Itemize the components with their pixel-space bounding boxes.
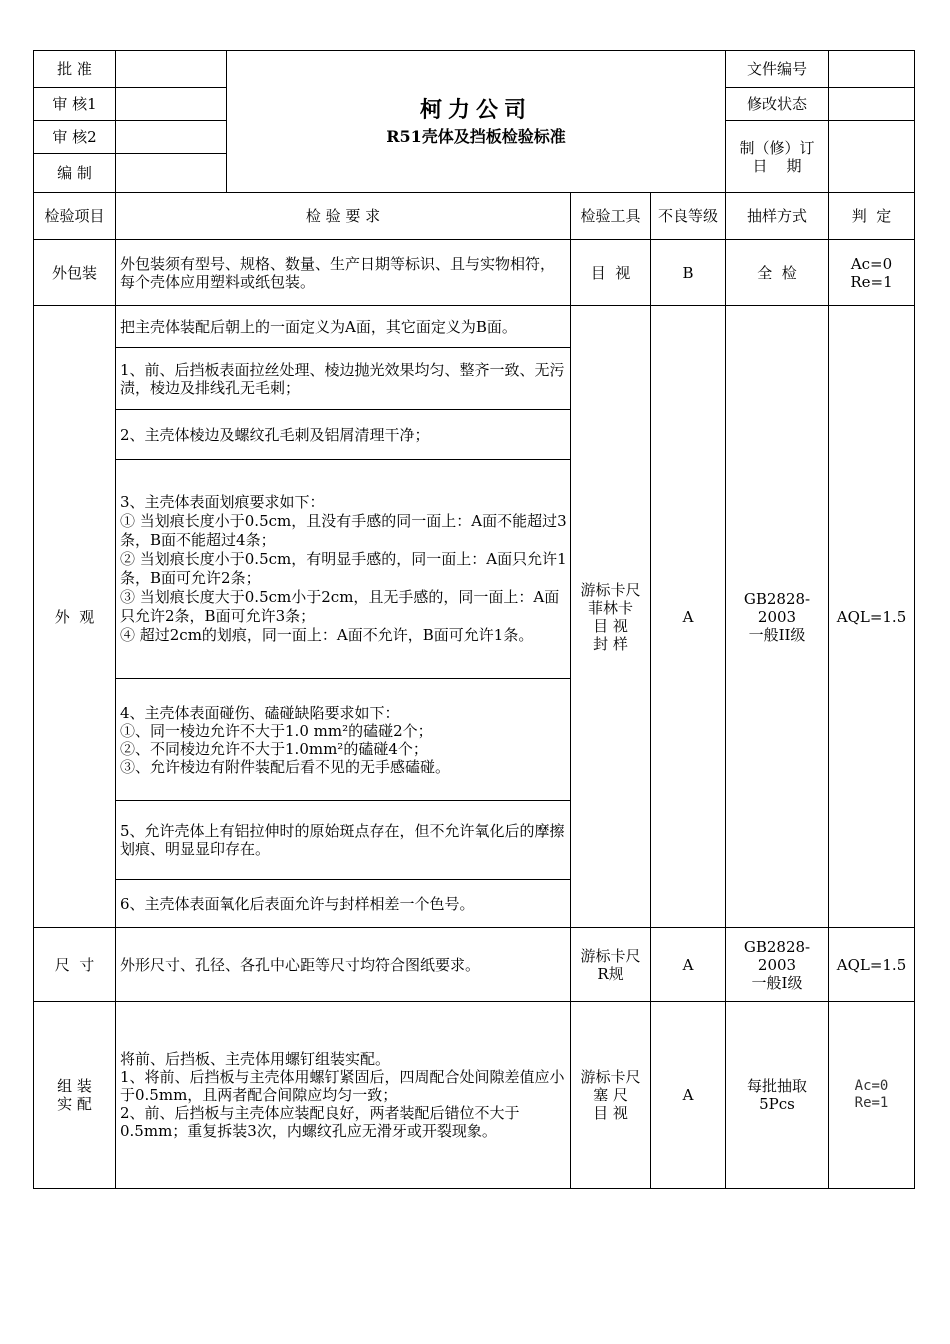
col-header-defect: 不良等级 bbox=[657, 207, 718, 225]
assembly-defect: A bbox=[682, 1086, 694, 1104]
hdr-vline-1 bbox=[115, 50, 116, 192]
dimension-item: 尺 寸 bbox=[54, 955, 95, 974]
appearance-tool: 游标卡尺 菲林卡 目 视 封 样 bbox=[580, 580, 641, 653]
appearance-item: 外 观 bbox=[54, 607, 95, 626]
review2-label: 审 核2 bbox=[52, 128, 97, 146]
approve-label: 批 准 bbox=[57, 60, 92, 78]
assembly-sampling: 每批抽取 5Pcs bbox=[746, 1077, 807, 1113]
col-header-requirement: 检 验 要 求 bbox=[305, 207, 381, 225]
dimension-defect: A bbox=[682, 955, 694, 974]
date-label bbox=[726, 121, 828, 192]
assembly-judge: Ac=0 Re=1 bbox=[854, 1078, 889, 1111]
assembly-tool: 游标卡尺 塞 尺 目 视 bbox=[580, 1068, 641, 1122]
date-label-line1: 制（修）订 bbox=[739, 138, 815, 157]
assembly-requirement: 将前、后挡板、主壳体用螺钉组装实配。 1、将前、后挡板与主壳体用螺钉紧固后，四周配合处间隙差值应小于0.5mm，且两者配合间隙应均匀一致； 2、前、后挡板与主壳体应装配良好，两者装配后错位不大于0.5mm；重复拆装3次，内螺纹孔应无滑牙或开裂现象。 bbox=[120, 1050, 565, 1140]
doc-no-label: 文件编号 bbox=[746, 60, 807, 78]
appearance-requirement-2: 2、主壳体棱边及螺纹孔毛刺及铝屑清理干净； bbox=[120, 425, 430, 444]
col-header-item: 检验项目 bbox=[44, 207, 105, 225]
appearance-requirement-3: 3、主壳体表面划痕要求如下： ① 当划痕长度小于0.5cm，且没有手感的同一面上：A面不能超过3条，B面不能超过4条； ② 当划痕长度小于0.5cm，有明显手感的，同一面上：A面只允许1条，B面可允许2条； ③ 当划痕长度大于0.5cm小于2cm，且无手感的，同一面上：A面只允许2条，B面可允许3条； ④ 超过2cm的划痕，同一面上：A面不允许，B面可允许1条。 bbox=[120, 493, 567, 644]
company-name: 柯力公司 bbox=[419, 96, 532, 123]
date-label-line2: 日 期 bbox=[752, 156, 802, 175]
packaging-sampling: 全 检 bbox=[757, 263, 797, 282]
review1-label: 审 核1 bbox=[52, 95, 97, 113]
appearance-sampling: GB2828-2003 一般II级 bbox=[743, 589, 811, 644]
packaging-item: 外包装 bbox=[51, 263, 97, 282]
appearance-requirement-5: 5、允许壳体上有铝拉伸时的原始斑点存在，但不允许氧化后的摩擦划痕、明显显印存在。 bbox=[120, 822, 565, 858]
dimension-tool: 游标卡尺 R规 bbox=[580, 946, 641, 983]
packaging-tool: 目 视 bbox=[590, 263, 631, 282]
packaging-judge: Ac=0 Re=1 bbox=[850, 254, 893, 291]
dimension-requirement: 外形尺寸、孔径、各孔中心距等尺寸均符合图纸要求。 bbox=[120, 955, 481, 974]
document-title-block bbox=[227, 51, 725, 192]
document-title: R51壳体及挡板检验标准 bbox=[386, 126, 566, 146]
dimension-sampling: GB2828-2003 一般Ⅰ级 bbox=[743, 937, 811, 992]
compile-label: 编 制 bbox=[57, 164, 92, 182]
frame-bottom bbox=[33, 1188, 915, 1189]
hdr-vline-4 bbox=[828, 50, 829, 192]
dimension-judge: AQL=1.5 bbox=[836, 955, 907, 974]
col-header-sampling: 抽样方式 bbox=[746, 207, 807, 225]
appearance-judge: AQL=1.5 bbox=[836, 607, 907, 626]
assembly-item: 组 装 实 配 bbox=[57, 1077, 92, 1113]
col-header-judge: 判 定 bbox=[851, 207, 892, 225]
appearance-requirement-4: 4、主壳体表面碰伤、磕碰缺陷要求如下： ①、同一棱边允许不大于1.0 mm²的磕碰2个； ②、不同棱边允许不大于1.0mm²的磕碰4个； ③、允许棱边有附件装配后看不见的无手感磕碰。 bbox=[120, 703, 451, 776]
revision-label: 修改状态 bbox=[746, 95, 807, 113]
appearance-requirement-0: 把主壳体装配后朝上的一面定义为A面，其它面定义为B面。 bbox=[120, 317, 517, 336]
packaging-requirement: 外包装须有型号、规格、数量、生产日期等标识、且与实物相符，每个壳体应用塑料或纸包装。 bbox=[120, 254, 556, 291]
appearance-requirement-1: 1、前、后挡板表面拉丝处理、棱边抛光效果均匀、整齐一致、无污渍，棱边及排线孔无毛刺； bbox=[120, 360, 565, 397]
col-header-tool: 检验工具 bbox=[580, 207, 641, 225]
appearance-defect: A bbox=[682, 607, 694, 626]
appearance-requirement-6: 6、主壳体表面氧化后表面允许与封样相差一个色号。 bbox=[120, 894, 475, 913]
frame-right bbox=[914, 50, 915, 1189]
packaging-defect: B bbox=[682, 263, 694, 282]
